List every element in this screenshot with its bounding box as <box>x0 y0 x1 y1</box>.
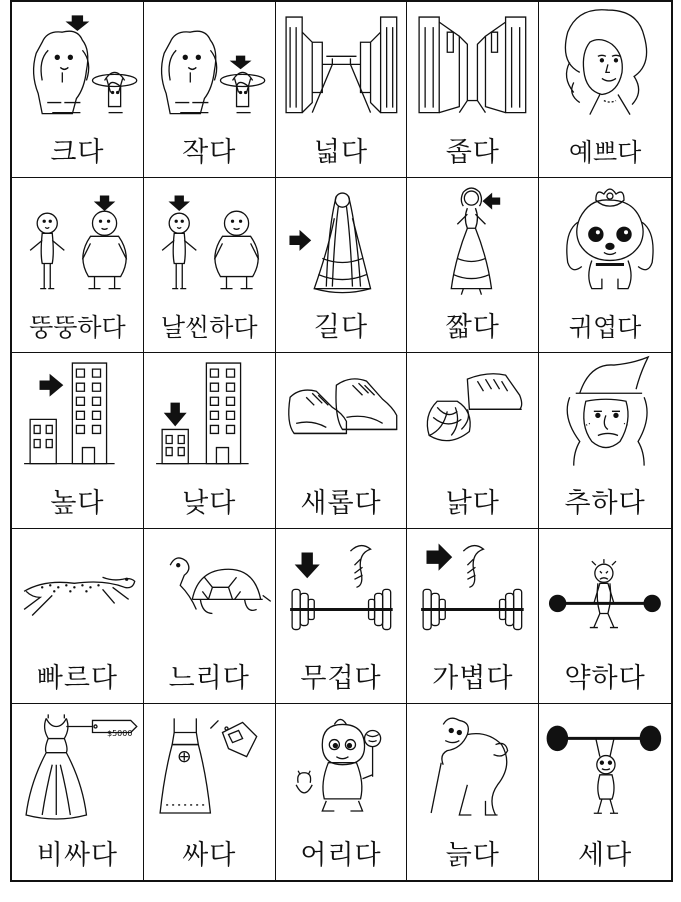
long-hair-arrow-icon <box>276 178 407 304</box>
word-label: 느리다 <box>168 663 250 695</box>
card-nakda[interactable] <box>407 353 539 529</box>
word-label: 어리다 <box>300 840 382 871</box>
word-label: 세다 <box>578 840 633 871</box>
word-label: 늙다 <box>445 840 500 871</box>
card-seda[interactable] <box>539 704 671 880</box>
heavy-barbell-arrow-icon <box>276 529 407 655</box>
word-label: 좁다 <box>445 136 500 168</box>
word-label: 빠르다 <box>36 663 119 695</box>
card-yakhada[interactable] <box>539 529 671 705</box>
expensive-dress-icon <box>12 704 143 830</box>
card-gwiyeopda[interactable] <box>539 178 671 354</box>
wide-street-icon <box>276 2 407 128</box>
card-ssada[interactable] <box>144 704 276 880</box>
card-keuda[interactable] <box>12 2 144 178</box>
word-label: 싸다 <box>182 840 237 871</box>
card-chuhada[interactable] <box>539 353 671 529</box>
word-label: 뚱뚱하다 <box>29 313 126 343</box>
card-saeropda[interactable] <box>276 353 408 529</box>
word-label: 크다 <box>50 136 105 168</box>
card-eorida[interactable] <box>276 704 408 880</box>
card-bissada[interactable] <box>12 704 144 880</box>
card-mugeopda[interactable] <box>276 529 408 705</box>
word-label: 추하다 <box>564 487 646 519</box>
thin-person-arrow-icon <box>144 178 275 304</box>
big-dog-arrow-icon <box>12 2 143 128</box>
old-man-icon <box>407 704 538 830</box>
price-tag-label: $5000 <box>107 729 133 739</box>
word-label: 넓다 <box>313 136 369 168</box>
word-label: 가볍다 <box>432 663 514 695</box>
card-jakda[interactable] <box>144 2 276 178</box>
word-label: 작다 <box>182 136 237 168</box>
cute-puppy-icon <box>539 178 671 304</box>
weak-lifter-icon <box>539 529 671 655</box>
word-label: 귀엽다 <box>568 313 642 343</box>
ugly-witch-icon <box>539 353 671 479</box>
word-label: 낡다 <box>445 487 500 519</box>
card-ppareuda[interactable] <box>12 529 144 705</box>
word-label: 낮다 <box>182 487 237 519</box>
card-gabyeopda[interactable] <box>407 529 539 705</box>
card-nopda[interactable] <box>12 353 144 529</box>
turtle-icon <box>144 529 275 655</box>
young-child-icon <box>276 704 407 830</box>
word-label: 짧다 <box>445 312 500 344</box>
card-neukda[interactable] <box>407 704 539 880</box>
short-hair-arrow-icon <box>407 178 538 304</box>
card-jjalda[interactable] <box>407 178 539 354</box>
pretty-woman-icon <box>539 2 671 128</box>
new-sneaker-icon <box>276 353 407 479</box>
cheap-dress-icon <box>144 704 275 830</box>
word-label: 약하다 <box>564 663 646 695</box>
word-label: 날씬하다 <box>160 313 258 343</box>
card-yeppeuda[interactable] <box>539 2 671 178</box>
word-label: 비싸다 <box>36 840 119 871</box>
word-label: 새롭다 <box>300 487 382 519</box>
word-label: 길다 <box>313 312 369 344</box>
word-label: 높다 <box>50 487 105 519</box>
card-neurida[interactable] <box>144 529 276 705</box>
card-nalssinhada[interactable] <box>144 178 276 354</box>
fat-person-arrow-icon <box>12 178 143 304</box>
small-rabbit-arrow-icon <box>144 2 275 128</box>
old-shoe-icon <box>407 353 538 479</box>
narrow-street-icon <box>407 2 538 128</box>
card-natda[interactable] <box>144 353 276 529</box>
word-label: 무겁다 <box>300 663 382 695</box>
light-feather-arrow-icon <box>407 529 538 655</box>
card-jopda[interactable] <box>407 2 539 178</box>
cheetah-icon <box>12 529 143 655</box>
word-label: 예쁘다 <box>568 137 642 167</box>
low-building-arrow-icon <box>144 353 275 479</box>
card-neolda[interactable] <box>276 2 408 178</box>
flashcard-grid <box>10 0 673 882</box>
card-gilda[interactable] <box>276 178 408 354</box>
tall-building-arrow-icon <box>12 353 143 479</box>
strong-lifter-icon <box>539 704 671 830</box>
card-ttungttunghada[interactable] <box>12 178 144 354</box>
